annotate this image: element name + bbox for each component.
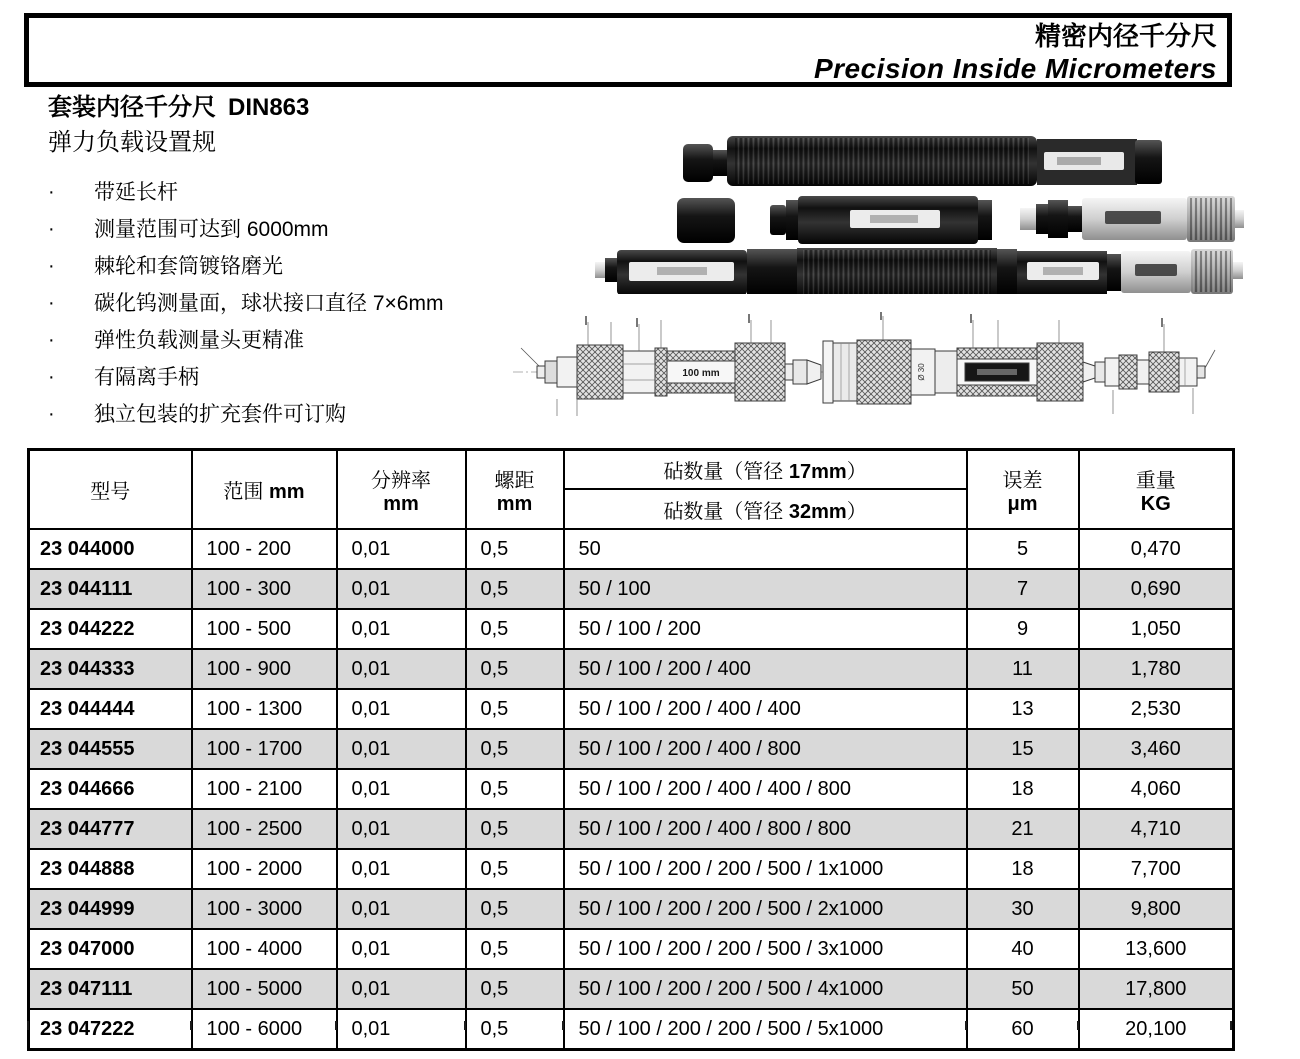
col-header-error-unit: μm xyxy=(1007,492,1038,515)
table-row xyxy=(29,969,1234,1009)
stub-line xyxy=(1077,1021,1079,1030)
cell-model: 23 044333 xyxy=(29,649,192,689)
section-title-zh: 套装内径千分尺 xyxy=(48,94,216,121)
col-header-range xyxy=(192,450,337,530)
technical-drawing xyxy=(493,310,1218,428)
cell-pitch: 0,5 xyxy=(466,729,564,769)
cell-resolution: 0,01 xyxy=(337,529,466,569)
cell-pitch: 0,5 xyxy=(466,889,564,929)
cell-anvils: 50 / 100 / 200 / 400 / 800 xyxy=(564,729,967,769)
cell-model: 23 047111 xyxy=(29,969,192,1009)
bullet-icon: · xyxy=(48,366,55,388)
cell-weight: 7,700 xyxy=(1079,849,1234,889)
stub-line xyxy=(335,1021,337,1030)
feature-item xyxy=(48,174,528,211)
cell-resolution: 0,01 xyxy=(337,889,466,929)
cell-resolution: 0,01 xyxy=(337,809,466,849)
stub-line xyxy=(464,1021,466,1030)
cell-resolution: 0,01 xyxy=(337,929,466,969)
intro-section xyxy=(48,92,528,433)
cell-error: 9 xyxy=(967,609,1079,649)
drawing-shapes xyxy=(513,340,1215,404)
cell-range: 100 - 2100 xyxy=(192,769,337,809)
stub-line xyxy=(27,1021,29,1030)
cell-error: 21 xyxy=(967,809,1079,849)
cell-pitch: 0,5 xyxy=(466,969,564,1009)
col-header-error-zh: 误差 xyxy=(1002,469,1043,492)
cell-range: 100 - 200 xyxy=(192,529,337,569)
cell-weight: 13,600 xyxy=(1079,929,1234,969)
cell-range: 100 - 2000 xyxy=(192,849,337,889)
cutoff-row-stubs xyxy=(27,1021,1232,1030)
cell-pitch: 0,5 xyxy=(466,1009,564,1050)
anvil32-suffix: ） xyxy=(846,500,867,523)
cell-range: 100 - 900 xyxy=(192,649,337,689)
cell-pitch: 0,5 xyxy=(466,689,564,729)
cell-resolution: 0,01 xyxy=(337,729,466,769)
cell-pitch: 0,5 xyxy=(466,529,564,569)
cell-anvils: 50 / 100 / 200 / 400 / 400 xyxy=(564,689,967,729)
cell-pitch: 0,5 xyxy=(466,769,564,809)
table-row xyxy=(29,569,1234,609)
anvil17-prefix: 砧数量（管径 xyxy=(663,461,789,483)
col-header-anvils-17 xyxy=(564,450,967,490)
anvil32-size: 32mm xyxy=(788,500,847,523)
page-title-zh: 精密内径千分尺 xyxy=(1034,21,1217,51)
feature-item xyxy=(48,211,528,248)
cell-weight: 1,780 xyxy=(1079,649,1234,689)
cell-weight: 2,530 xyxy=(1079,689,1234,729)
col-header-resolution xyxy=(337,450,466,530)
cell-weight: 4,060 xyxy=(1079,769,1234,809)
stub-line xyxy=(562,1021,564,1030)
feature-item-text: 有隔离手柄 xyxy=(94,366,199,389)
cell-anvils: 50 / 100 / 200 / 200 / 500 / 2x1000 xyxy=(564,889,967,929)
feature-item-text: 独立包装的扩充套件可订购 xyxy=(94,403,346,426)
cell-resolution: 0,01 xyxy=(337,689,466,729)
cell-anvils: 50 xyxy=(564,529,967,569)
cell-resolution: 0,01 xyxy=(337,769,466,809)
cell-range: 100 - 1700 xyxy=(192,729,337,769)
spec-table xyxy=(27,448,1235,1051)
anvil32-prefix: 砧数量（管径 xyxy=(663,500,789,523)
section-subtitle: 弹力负载设置规 xyxy=(48,129,216,156)
drawing-label-dia30: Ø 30 xyxy=(917,363,926,381)
feature-item-text: 棘轮和套筒镀铬磨光 xyxy=(94,255,283,278)
cell-range: 100 - 2500 xyxy=(192,809,337,849)
photo-rod-bottom xyxy=(595,248,1243,294)
col-header-model xyxy=(29,450,192,530)
cell-anvils: 50 / 100 / 200 / 400 xyxy=(564,649,967,689)
cell-anvils: 50 / 100 / 200 / 200 / 500 / 1x1000 xyxy=(564,849,967,889)
col-header-model-label: 型号 xyxy=(90,481,131,503)
feature-item-text: 碳化钨测量面，球状接口直径 7×6mm xyxy=(94,292,444,315)
bullet-icon: · xyxy=(48,181,55,203)
col-header-error xyxy=(967,450,1079,530)
photo-rod-top xyxy=(683,136,1162,186)
feature-item xyxy=(48,322,528,359)
stub-line xyxy=(1230,1021,1232,1030)
feature-item xyxy=(48,359,528,396)
feature-item xyxy=(48,396,528,433)
cell-pitch: 0,5 xyxy=(466,929,564,969)
col-header-resolution-zh: 分辨率 xyxy=(371,469,431,492)
table-row xyxy=(29,769,1234,809)
table-row xyxy=(29,889,1234,929)
cell-weight: 17,800 xyxy=(1079,969,1234,1009)
cell-error: 30 xyxy=(967,889,1079,929)
cell-error: 60 xyxy=(967,1009,1079,1050)
stub-line xyxy=(190,1021,192,1030)
page-title-en: Precision Inside Micrometers xyxy=(813,53,1217,84)
cell-model: 23 044000 xyxy=(29,529,192,569)
cell-model: 23 044888 xyxy=(29,849,192,889)
cell-range: 100 - 5000 xyxy=(192,969,337,1009)
cell-range: 100 - 500 xyxy=(192,609,337,649)
cell-weight: 9,800 xyxy=(1079,889,1234,929)
cell-anvils: 50 / 100 / 200 / 200 / 500 / 4x1000 xyxy=(564,969,967,1009)
cell-model: 23 044777 xyxy=(29,809,192,849)
cell-range: 100 - 4000 xyxy=(192,929,337,969)
cell-range: 100 - 300 xyxy=(192,569,337,609)
section-title-code: DIN863 xyxy=(228,94,310,121)
cell-model: 23 044666 xyxy=(29,769,192,809)
cell-anvils: 50 / 100 xyxy=(564,569,967,609)
bullet-icon: · xyxy=(48,218,55,240)
cell-pitch: 0,5 xyxy=(466,649,564,689)
cell-weight: 1,050 xyxy=(1079,609,1234,649)
table-row xyxy=(29,529,1234,569)
cell-model: 23 044222 xyxy=(29,609,192,649)
drawing-label-100mm: 100 mm xyxy=(682,368,720,379)
col-header-range-zh: 范围 xyxy=(223,481,264,503)
cell-model: 23 044444 xyxy=(29,689,192,729)
cell-pitch: 0,5 xyxy=(466,849,564,889)
anvil17-size: 17mm xyxy=(788,461,847,483)
col-header-weight xyxy=(1079,450,1234,530)
product-photo xyxy=(565,122,1245,294)
bullet-icon: · xyxy=(48,292,55,314)
cell-resolution: 0,01 xyxy=(337,569,466,609)
micrometer-technical-drawing-svg xyxy=(493,310,1218,428)
cell-anvils: 50 / 100 / 200 xyxy=(564,609,967,649)
col-header-weight-zh: 重量 xyxy=(1135,469,1176,492)
cell-model: 23 044999 xyxy=(29,889,192,929)
table-row xyxy=(29,729,1234,769)
cell-model: 23 047000 xyxy=(29,929,192,969)
table-body xyxy=(29,529,1234,1050)
col-header-pitch xyxy=(466,450,564,530)
bullet-icon: · xyxy=(48,329,55,351)
feature-item-text: 弹性负载测量头更精准 xyxy=(94,329,304,352)
table-row xyxy=(29,609,1234,649)
micrometer-set-photo-svg xyxy=(565,122,1245,294)
cell-error: 11 xyxy=(967,649,1079,689)
cell-weight: 3,460 xyxy=(1079,729,1234,769)
spec-table-wrap xyxy=(27,448,1232,1051)
stub-line xyxy=(965,1021,967,1030)
col-header-anvils-32 xyxy=(564,489,967,529)
col-header-pitch-zh: 螺距 xyxy=(494,469,535,492)
cell-resolution: 0,01 xyxy=(337,649,466,689)
table-row xyxy=(29,649,1234,689)
table-row xyxy=(29,689,1234,729)
table-row xyxy=(29,929,1234,969)
cell-pitch: 0,5 xyxy=(466,809,564,849)
cell-weight: 0,690 xyxy=(1079,569,1234,609)
cell-pitch: 0,5 xyxy=(466,569,564,609)
bullet-icon: · xyxy=(48,255,55,277)
cell-resolution: 0,01 xyxy=(337,1009,466,1050)
table-row xyxy=(29,849,1234,889)
cell-error: 18 xyxy=(967,849,1079,889)
cell-resolution: 0,01 xyxy=(337,969,466,1009)
section-title xyxy=(48,92,528,124)
cell-model: 23 044111 xyxy=(29,569,192,609)
cell-range: 100 - 3000 xyxy=(192,889,337,929)
cell-error: 18 xyxy=(967,769,1079,809)
cell-error: 7 xyxy=(967,569,1079,609)
cell-anvils: 50 / 100 / 200 / 400 / 400 / 800 xyxy=(564,769,967,809)
cell-weight: 0,470 xyxy=(1079,529,1234,569)
cell-resolution: 0,01 xyxy=(337,609,466,649)
cell-error: 13 xyxy=(967,689,1079,729)
feature-list xyxy=(48,174,528,433)
col-header-resolution-unit: mm xyxy=(383,492,419,515)
feature-item xyxy=(48,248,528,285)
cell-anvils: 50 / 100 / 200 / 400 / 800 / 800 xyxy=(564,809,967,849)
cell-weight: 20,100 xyxy=(1079,1009,1234,1050)
col-header-range-unit: mm xyxy=(268,481,305,503)
feature-item-text: 带延长杆 xyxy=(94,181,178,204)
page-title-box xyxy=(24,13,1232,87)
feature-item-text: 测量范围可达到 6000mm xyxy=(94,218,329,241)
photo-rod-middle xyxy=(677,196,1244,244)
cell-resolution: 0,01 xyxy=(337,849,466,889)
feature-item xyxy=(48,285,528,322)
cell-range: 100 - 1300 xyxy=(192,689,337,729)
cell-error: 40 xyxy=(967,929,1079,969)
cell-anvils: 50 / 100 / 200 / 200 / 500 / 5x1000 xyxy=(564,1009,967,1050)
table-row xyxy=(29,809,1234,849)
cell-model: 23 047222 xyxy=(29,1009,192,1050)
cell-error: 15 xyxy=(967,729,1079,769)
cell-error: 5 xyxy=(967,529,1079,569)
anvil17-suffix: ） xyxy=(846,461,867,483)
col-header-pitch-unit: mm xyxy=(496,492,533,515)
cell-model: 23 044555 xyxy=(29,729,192,769)
cell-error: 50 xyxy=(967,969,1079,1009)
col-header-weight-unit: KG xyxy=(1140,492,1171,515)
cell-pitch: 0,5 xyxy=(466,609,564,649)
cell-range: 100 - 6000 xyxy=(192,1009,337,1050)
bullet-icon: · xyxy=(48,403,55,425)
cell-weight: 4,710 xyxy=(1079,809,1234,849)
cell-anvils: 50 / 100 / 200 / 200 / 500 / 3x1000 xyxy=(564,929,967,969)
